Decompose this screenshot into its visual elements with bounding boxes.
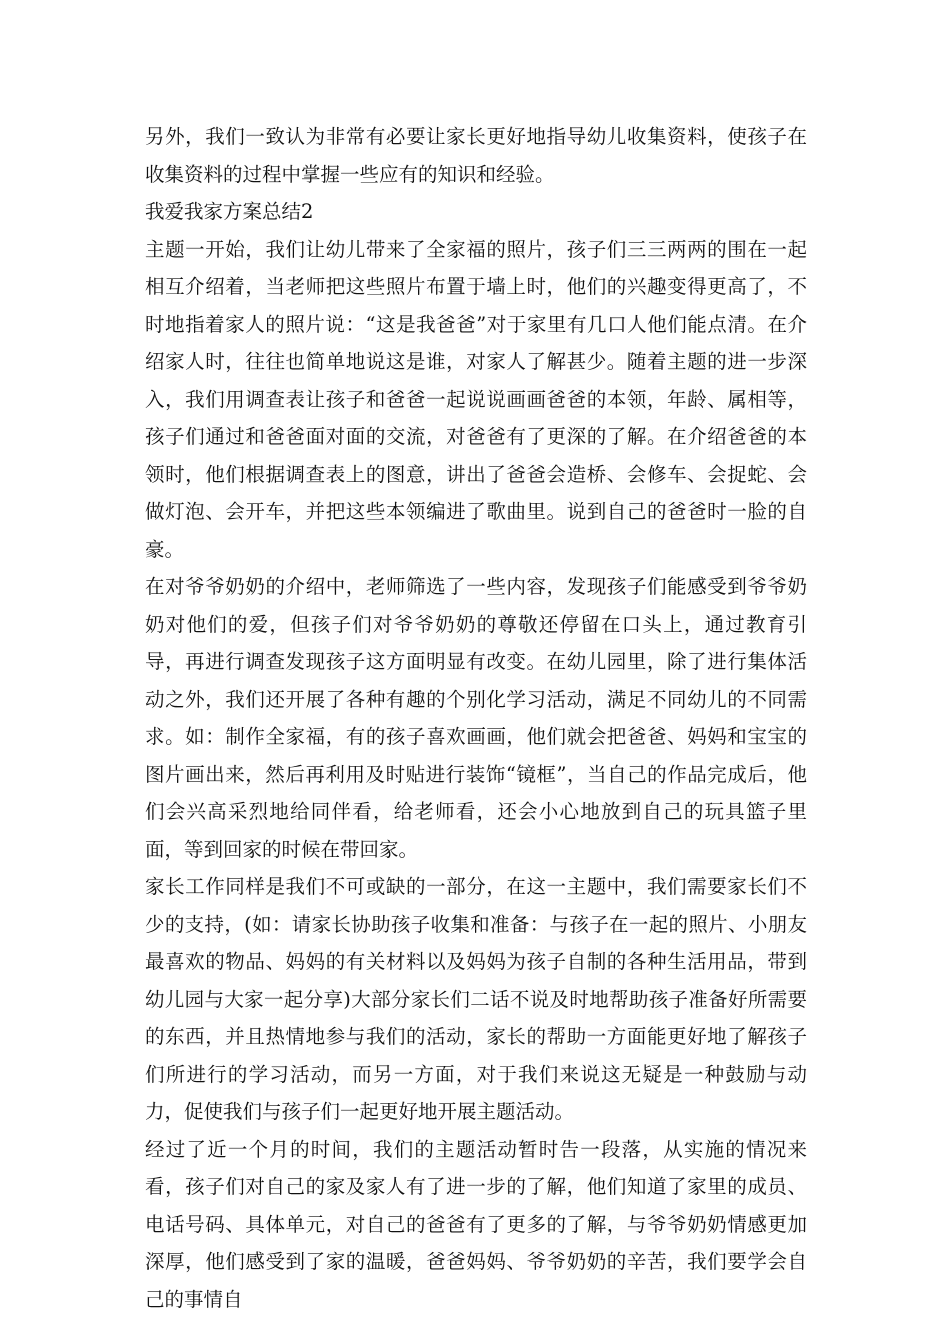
paragraph-parent-work: 家长工作同样是我们不可或缺的一部分，在这一主题中，我们需要家长们不少的支持，(如：请家长协助孩子收集和准备：与孩子在一起的照片、小朋友最喜欢的物品、妈妈的有关材料以及妈妈为孩子自制的各种生活用品，带到幼儿园与大家一起分享)大部分家长们二话不说及时地帮助孩子准备好所需要的东西，并且热情地参与我们的活动，家长的帮助一方面能更好地了解孩子们所进行的学习活动，而另一方面，对于我们来说这无疑是一种鼓励与动力，促使我们与孩子们一起更好地开展主题活动。 (145, 875, 807, 1123)
paragraph-family-photos: 主题一开始，我们让幼儿带来了全家福的照片，孩子们三三两两的围在一起相互介绍着，当老师把这些照片布置于墙上时，他们的兴趣变得更高了，不时地指着家人的照片说：“这是我爸爸”对于家里有几口人他们能点清。在介绍家人时，往往也简单地说这是谁，对家人了解甚少。随着主题的进一步深入，我们用调查表让孩子和爸爸一起说说画画爸爸的本领，年龄、属相等，孩子们通过和爸爸面对面的交流，对爸爸有了更深的了解。在介绍爸爸的本领时，他们根据调查表上的图意，讲出了爸爸会造桥、会修车、会捉蛇、会做灯泡、会开车，并把这些本领编进了歌曲里。说到自己的爸爸时一脸的自豪。 (145, 237, 807, 561)
document-body (145, 118, 807, 1318)
paragraph-intro-continuation: 另外，我们一致认为非常有必要让家长更好地指导幼儿收集资料，使孩子在收集资料的过程中掌握一些应有的知识和经验。 (145, 125, 807, 186)
paragraph-grandparents: 在对爷爷奶奶的介绍中，老师筛选了一些内容，发现孩子们能感受到爷爷奶奶对他们的爱，但孩子们对爷爷奶奶的尊敬还停留在口头上，通过教育引导，再进行调查发现孩子这方面明显有改变。在幼儿园里，除了进行集体活动之外，我们还开展了各种有趣的个别化学习活动，满足不同幼儿的不同需求。如：制作全家福，有的孩子喜欢画画，他们就会把爸爸、妈妈和宝宝的图片画出来，然后再利用及时贴进行装饰“镜框”，当自己的作品完成后，他们会兴高采烈地给同伴看，给老师看，还会小心地放到自己的玩具篮子里面，等到回家的时候在带回家。 (145, 575, 807, 861)
paragraph-summary: 经过了近一个月的时间，我们的主题活动暂时告一段落，从实施的情况来看，孩子们对自己的家及家人有了进一步的了解，他们知道了家里的成员、电话号码、具体单元，对自己的爸爸有了更多的了解，与爷爷奶奶情感更加深厚，他们感受到了家的温暖，爸爸妈妈、爷爷奶奶的辛苦，我们要学会自己的事情自 (145, 1137, 807, 1311)
section-heading: 我爱我家方案总结2 (145, 200, 314, 223)
